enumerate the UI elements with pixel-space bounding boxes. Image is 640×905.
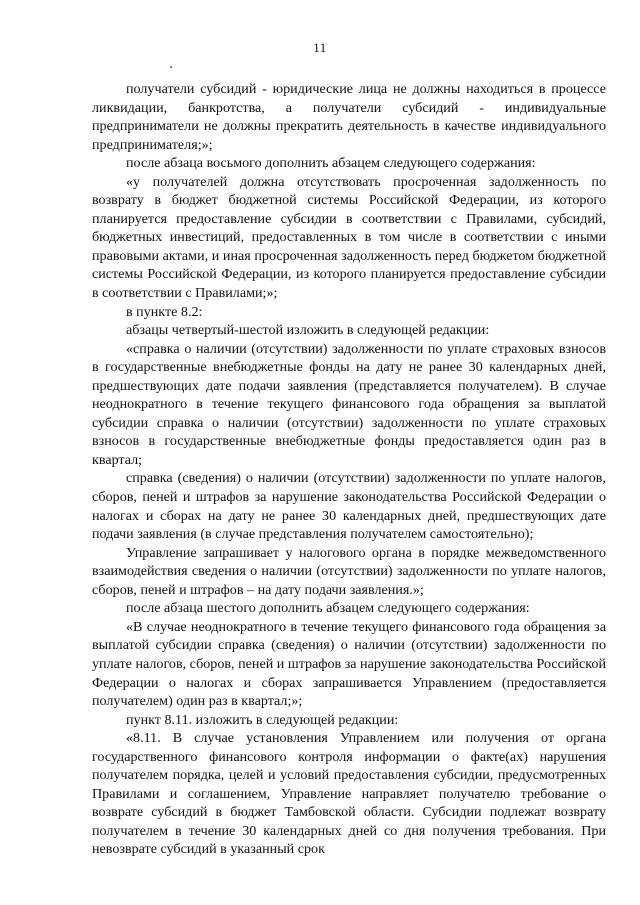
document-body xyxy=(92,80,606,859)
paragraph: «у получателей должна отсутствовать просроченная задолженность по возврату в бюджет бюджетной системы Российской Федерации, из которого планируется предоставление субсидии в соответствии с Правилами, субсидий, бюджетных инвестиций, предоставленных в том числе в соответствии с иными правовыми актами, и иная просроченная задолженность перед бюджетом бюджетной системы Российской Федерации, из которого планируется предоставление субсидии в соответствии с Правилами;»; xyxy=(92,173,606,302)
paragraph: «8.11. В случае установления Управлением или получения от органа государственного финансового контроля информации о факте(ах) нарушения получателем порядка, целей и условий предоставления субсидии, предусмотренных Правилами и соглашением, Управление направляет получателю требование о возврате субсидий в бюджет Тамбовской области. Субсидии подлежат возврату получателем в течение 30 календарных дней со дня получения требования. При невозврате субсидий в указанный срок xyxy=(92,730,606,858)
paragraph: после абзаца восьмого дополнить абзацем следующего содержания: xyxy=(126,155,536,172)
paragraph: пункт 8.11. изложить в следующей редакции: xyxy=(126,711,399,728)
paragraph: получатели субсидий - юридические лица не должны находиться в процессе ликвидации, банкротства, а получатели субсидий - индивидуальные предприниматели не должны прекратить деятельность в качестве индивидуального предпринимателя;»; xyxy=(92,81,606,153)
page-number: 11 xyxy=(313,40,327,55)
paragraph: в пункте 8.2: xyxy=(126,303,203,320)
paragraph: справка (сведения) о наличии (отсутствии) задолженности по уплате налогов, сборов, пеней и штрафов за нарушение законодательства Российской Федерации о налогах и сборах на дату не ранее 30 календарных дней, предшествующих дате подачи заявления (в случае представления получателем самостоятельно); xyxy=(92,470,606,543)
paragraph: «В случае неоднократного в течение текущего финансового года обращения за выплатой субсидии справка (сведения) о наличии (отсутствии) задолженности по уплате налогов, сборов, пеней и штрафов за нарушение законодательства Российской Федерации о налогах и сборах запрашивается Управлением (предоставляется получателем) один раз в квартал;»; xyxy=(92,618,606,710)
paragraph: Управление запрашивает у налогового органа в порядке межведомственного взаимодействия сведения о наличии (отсутствии) задолженности по уплате налогов, сборов, пеней и штрафов – на дату подачи заявления.»; xyxy=(92,544,606,598)
paragraph: абзацы четвертый-шестой изложить в следующей редакции: xyxy=(126,322,490,339)
paragraph: «справка о наличии (отсутствии) задолженности по уплате страховых взносов в государственные внебюджетные фонды на дату не ранее 30 календарных дней, предшествующих дате подачи заявления (представляется получателем). В случае неоднократного в течение текущего финансового года обращения за выплатой субсидии справка о наличии (отсутствии) задолженности по уплате страховых взносов в государственные внебюджетные фонды предоставляется один раз в квартал; xyxy=(92,340,606,468)
paragraph: после абзаца шестого дополнить абзацем следующего содержания: xyxy=(126,600,530,617)
scan-speck xyxy=(170,66,172,68)
